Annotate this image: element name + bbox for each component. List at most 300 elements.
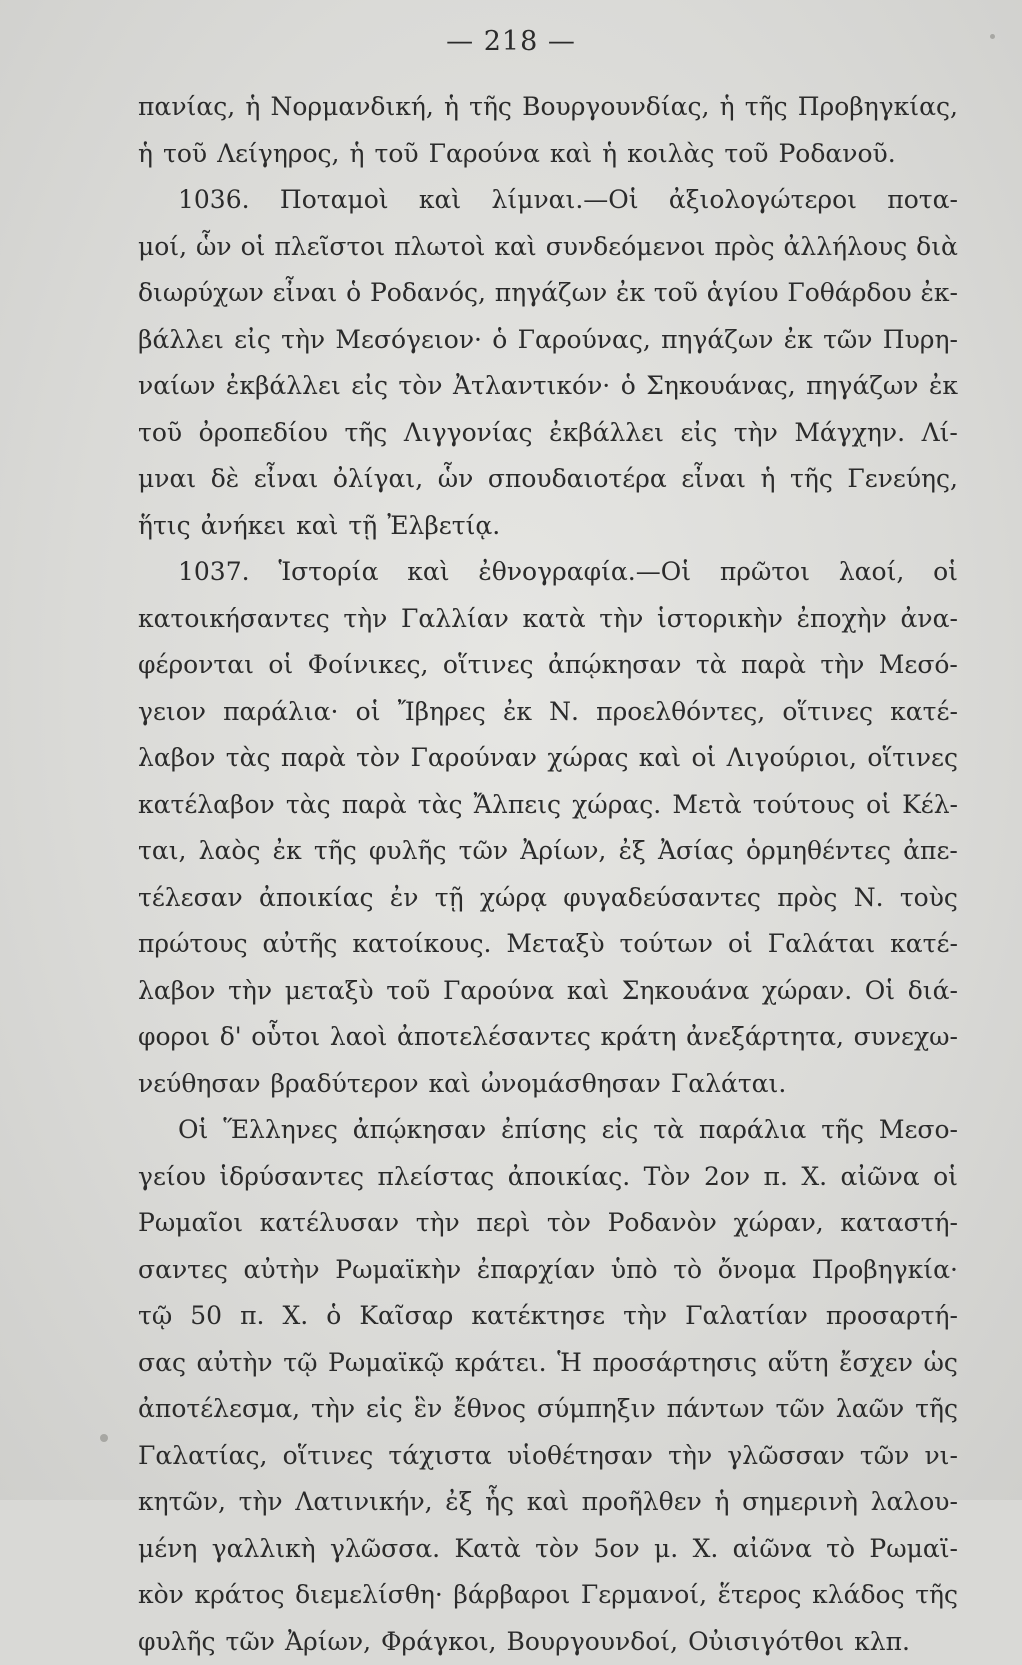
word: ἡ [245,84,260,131]
text-line [138,1107,958,1154]
word: 1037. [178,549,250,596]
word: οἱ [356,689,381,736]
word: ἡ [602,131,617,178]
word: ἀποικίας [259,875,373,922]
word: Φοίνικες, [308,642,429,689]
word: πρὸς [777,875,837,922]
word: αὐτὴν [244,1247,320,1294]
word: τῶν [459,828,508,875]
word: τοῦ [138,410,182,457]
word: ἀπε- [903,828,958,875]
word: τὴν [734,410,778,457]
word: τὴν [820,642,864,689]
word: καὶ [639,735,681,782]
word: ὁ [621,363,636,410]
word: προσαρτή- [826,1293,958,1340]
word: φέρονται [138,642,254,689]
ink-spot [990,34,995,39]
word: Μεταξὺ [506,921,604,968]
word: εἰς [366,1386,403,1433]
word: Γαλατίαν [685,1293,808,1340]
word: τὰς [286,782,331,829]
word: πλωτοὶ [394,224,485,271]
word: τὴν [343,596,387,643]
word: οὗτοι [251,1014,320,1061]
word: ἐκ [929,363,958,410]
word: καὶ [527,1479,569,1526]
text-line [138,968,958,1015]
text-line [138,1526,958,1573]
word: φυλῆς [138,1619,216,1665]
word: κατοίκους. [352,921,491,968]
word: ἕτερος [718,1572,802,1619]
word: Ἀρίων, [285,1619,371,1665]
word: ὧν [438,456,474,503]
word: Χ. [693,1526,719,1573]
word: ἥτις [138,503,191,550]
word: Λατινικήν, [295,1479,432,1526]
word: Γαρούνα [429,131,540,178]
word: ἐκ [616,270,645,317]
page-number: — 218 — [0,26,1022,57]
word: τοῦ [654,270,698,317]
word: χώρᾳ [480,875,547,922]
word: πρὸς [714,224,774,271]
text-line [138,363,958,410]
word: ἱδρύσαντες [219,1154,364,1201]
word: τοῦ [724,131,768,178]
word: 5ον [594,1526,640,1573]
text-line [138,1154,958,1201]
word: γαλλικὴ [212,1526,316,1573]
word: ὑπὸ [611,1247,658,1294]
word: π. [240,1293,264,1340]
word: ἡ [138,131,153,178]
word: γλῶσσαν [727,1433,844,1480]
word: βραδύτερον [271,1061,419,1108]
text-line [138,689,958,736]
word: κητῶν, [138,1479,226,1526]
word: Μεσο- [879,1107,958,1154]
word: προσάρτησις [593,1340,758,1387]
word: Ἕλληνες [223,1107,338,1154]
word: ὧν [196,224,232,271]
word: Ἀρίων, [520,828,606,875]
word: φυλῆς [369,828,447,875]
word: οἱ [691,735,716,782]
word: Προβηγκίας, [798,84,958,131]
word: βάρβαροι [453,1572,570,1619]
word: συνεχω- [854,1014,958,1061]
word: οἱ [728,921,753,968]
word: κοιλὰς [627,131,714,178]
word: Γαλατίας, [138,1433,267,1480]
word: σημερινὴ [742,1479,858,1526]
word: τῶν [860,1433,909,1480]
text-line [138,456,958,503]
word: Γαλλίαν [401,596,509,643]
text-line [138,921,958,968]
word: ἧς [485,1479,514,1526]
word: κατοικήσαντες [138,596,330,643]
text-line [138,177,958,224]
word: ἀποτελέσαντες [397,1014,591,1061]
word: π. [764,1154,788,1201]
word: ἐν [390,875,419,922]
word: βάλλει [138,317,224,364]
word: Ρωμαῖοι [138,1200,243,1247]
word: νεύθησαν [138,1061,261,1108]
word: Βουργουνδοί, [507,1619,679,1665]
text-line [138,1340,958,1387]
word: ὁ [492,317,507,364]
word: τὰ [696,642,727,689]
word: καὶ [494,224,536,271]
text-line [138,1619,958,1665]
word: τὴν [239,1479,283,1526]
word: οἱ [933,1154,958,1201]
word: Ν. [854,875,884,922]
word: αὕτη [768,1340,829,1387]
word: Οὐισιγότθοι [688,1619,844,1665]
word: Βουργουνδίας, [522,84,709,131]
word: πλείστας [377,1154,494,1201]
word: οἱ [866,782,891,829]
word: προῆλθεν [582,1479,702,1526]
word: Φράγκοι, [381,1619,496,1665]
text-line [138,84,958,131]
word: τάχιστα [388,1433,491,1480]
word: καὶ [567,968,609,1015]
word: καὶ [550,131,592,178]
text-line [138,1386,958,1433]
word: λαὸς [199,828,261,875]
text-line [138,875,958,922]
word: τὸν [356,735,400,782]
word: Κέλ- [902,782,958,829]
word: πηγάζων [661,317,773,364]
word: Χ. [282,1293,308,1340]
word: Οἱ [178,1107,208,1154]
word: Κατὰ [454,1526,520,1573]
word: Ροδανὸν [608,1200,717,1247]
word: ἁγίου [707,270,779,317]
word: ὀλίγαι, [333,456,423,503]
word: φοροι [138,1014,210,1061]
word: λαβον [138,735,215,782]
word: τὸ [673,1247,702,1294]
word: Ἴβηρες [398,689,486,736]
word: κατέλυσαν [260,1200,399,1247]
word: κράτη [601,1014,677,1061]
word: ἐθνογραφία.—Οἱ [478,549,691,596]
word: παράλια [699,1107,806,1154]
word: Ἀσίας [658,828,734,875]
text-line [138,1433,958,1480]
word: ἀποικίας. [508,1154,630,1201]
word: ἱστορικὴν [657,596,783,643]
word: διωρύχων [138,270,264,317]
word: χώραν, [734,1200,824,1247]
text-line [138,1247,958,1294]
word: μ. [654,1526,678,1573]
word: Λείγηρος, [217,131,339,178]
word: τοὺς [900,875,958,922]
word: Ροδανοῦ. [778,131,895,178]
word: σύμπηξιν [537,1386,656,1433]
word: τῆς [469,84,512,131]
word: τῇ [435,875,464,922]
text-line [138,224,958,271]
word: Τὸν [644,1154,691,1201]
word: πρῶτοι [720,549,810,596]
word: Γαρούνας, [518,317,651,364]
word: κατὰ [522,596,585,643]
word: παράλια· [223,689,338,736]
text-line [138,1293,958,1340]
word: Ρωμαϊ- [869,1526,958,1573]
word: Γαλάται. [671,1061,786,1108]
word: χώρας [547,735,628,782]
word: μεταξὺ [285,968,374,1015]
word: τὴν [311,1386,355,1433]
text-line [138,1200,958,1247]
word: ἐκβάλλει [226,363,341,410]
body-text [138,84,958,1665]
word: σαντες [138,1247,228,1294]
word: τούτους [753,782,855,829]
word: Γαρούνα [443,968,554,1015]
word: αὐτῆς [263,921,338,968]
word: εἶναι [254,456,319,503]
word: τῆς [314,828,357,875]
word: εἶναι [273,270,338,317]
text-line [138,1479,958,1526]
word: τούτων [620,921,714,968]
word: τὸν [547,1200,591,1247]
word: ὠνομάσθησαν [481,1061,661,1108]
word: πρώτους [138,921,248,968]
word: κατέλαβον [138,782,275,829]
word: ἡ [444,84,459,131]
word: ἡ [350,131,365,178]
word: καὶ [419,177,461,224]
word: Ρωμαϊκῷ [328,1340,444,1387]
word: καταστή- [840,1200,958,1247]
word: ἀξιολογώτεροι [669,177,857,224]
word: κὸν [138,1572,184,1619]
word: τὴν [599,596,643,643]
word: τὴν [228,968,272,1015]
word: εἰς [680,410,717,457]
word: Ποταμοὶ [280,177,389,224]
word: τὴν [416,1200,460,1247]
word: οἱ [268,642,293,689]
word: τῆς [745,84,788,131]
word: κατέ- [890,689,958,736]
word: τὴν [668,1433,712,1480]
word: ὄνομα [718,1247,796,1294]
word: ἔθνος [453,1386,526,1433]
text-line [138,782,958,829]
word: διεμελίσθη· [295,1572,443,1619]
word: τῷ [283,1340,317,1387]
word: εἶναι [681,456,746,503]
word: τὰς [226,735,271,782]
word: ὁ [326,1293,341,1340]
word: τῆς [821,1107,864,1154]
word: Καῖσαρ [359,1293,453,1340]
word: σπουδαιοτέρα [488,456,667,503]
word: Ἡ [557,1340,582,1387]
word: μναι [138,456,196,503]
word: καὶ [296,503,338,550]
word: ἓν [414,1386,443,1433]
word: συνδεόμενοι [546,224,706,271]
word: τοῦ [375,131,419,178]
word: Μεσόγειον· [335,317,482,364]
word: καὶ [407,549,449,596]
word: περὶ [476,1200,530,1247]
word: Γενεύης, [847,456,958,503]
word: 1036. [178,177,250,224]
text-line [138,270,958,317]
word: διὰ [916,224,958,271]
word: τὴν [281,317,325,364]
word: Χ. [801,1154,827,1201]
word: κράτει. [455,1340,547,1387]
word: νι- [924,1433,957,1480]
word: Γερμανοί, [581,1572,707,1619]
word: παρὰ [342,782,407,829]
word: εἰς [351,363,388,410]
word: Μεσό- [879,642,958,689]
word: τέλεσαν [138,875,243,922]
word: δ' [220,1014,242,1061]
word: γλῶσσα. [330,1526,440,1573]
word: παρὰ [741,642,806,689]
word: ἐπίσης [501,1107,587,1154]
word: ἀλλήλους [784,224,908,271]
word: οἵτινες [283,1433,374,1480]
word: τοῦ [386,968,430,1015]
word: ὁ [346,270,361,317]
word: ἔσχεν [839,1340,913,1387]
word: υἱοθέτησαν [507,1433,653,1480]
word: ἡ [714,1479,729,1526]
word: πάντων [667,1386,765,1433]
word: χώρας. [572,782,661,829]
text-line [138,1014,958,1061]
word: λαβον [138,968,215,1015]
word: δὲ [211,456,239,503]
word: πηγάζων [495,270,607,317]
word: Λί- [922,410,958,457]
word: Λιγούριοι, [727,735,857,782]
word: Ἀτλαντικόν· [453,363,610,410]
word: ναίων [138,363,215,410]
word: ται, [138,828,186,875]
word: αἰῶνα [733,1526,812,1573]
word: 50 [190,1293,222,1340]
word: ἐκ- [921,270,959,317]
word: καὶ [429,1061,471,1108]
word: τῆς [344,410,387,457]
word: οἵτινες [867,735,958,782]
word: ἐποχὴν [797,596,887,643]
word: οἱ [933,549,958,596]
text-line [138,317,958,364]
word: μοί, [138,224,187,271]
word: τῆς [915,1572,958,1619]
word: χώραν. [762,968,852,1015]
word: ἐκβάλλει [549,410,664,457]
word: ἐπαρχίαν [477,1247,595,1294]
text-line [138,131,958,178]
word: μένη [138,1526,197,1573]
word: τῶν [226,1619,275,1665]
word: λίμναι.—Οἱ [492,177,639,224]
word: Γαλάται [768,921,875,968]
word: εἰς [602,1107,639,1154]
word: πανίας, [138,84,235,131]
word: Γοθάρδου [787,270,911,317]
word: τὸν [535,1526,579,1573]
word: ἐκ [503,689,532,736]
word: Λιγγονίας [404,410,533,457]
text-line [138,596,958,643]
word: Ν. [549,689,579,736]
word: οἵτινες [782,689,873,736]
word: τῶν [823,317,872,364]
text-line [138,735,958,782]
word: Σηκουάνα [622,968,750,1015]
word: εἰς [234,317,271,364]
word: ἡ [761,456,776,503]
word: ἀποτέλεσμα, [138,1386,300,1433]
word: ἡ [720,84,735,131]
word: τὸν [398,363,442,410]
word: γειον [138,689,206,736]
word: τὸ [826,1526,855,1573]
word: τῶν [776,1386,825,1433]
word: τὴν [623,1293,667,1340]
word: πηγάζων [806,363,918,410]
word: ὀροπεδίου [199,410,328,457]
text-line [138,410,958,457]
word: Μάγχην. [794,410,905,457]
word: Προβηγκία· [812,1247,958,1294]
word: ἐξ [619,828,646,875]
word: Ἐλβετίᾳ. [387,503,500,550]
word: ὡς [924,1340,958,1387]
text-line [138,549,958,596]
word: τῆς [790,456,833,503]
word: Οἱ [865,968,895,1015]
word: τοῦ [163,131,207,178]
word: τῷ [138,1293,172,1340]
word: Ροδανός, [370,270,486,317]
word: ἀνεξάρτητα, [686,1014,844,1061]
word: αὐτὴν [197,1340,273,1387]
word: ἀπῴκησαν [548,642,681,689]
word: ἀνα- [900,596,957,643]
word: ἐκ [784,317,813,364]
word: παρὰ [281,735,346,782]
word: Γαρούναν [411,735,537,782]
word: ἐκ [273,828,302,875]
text-line [138,1061,958,1108]
